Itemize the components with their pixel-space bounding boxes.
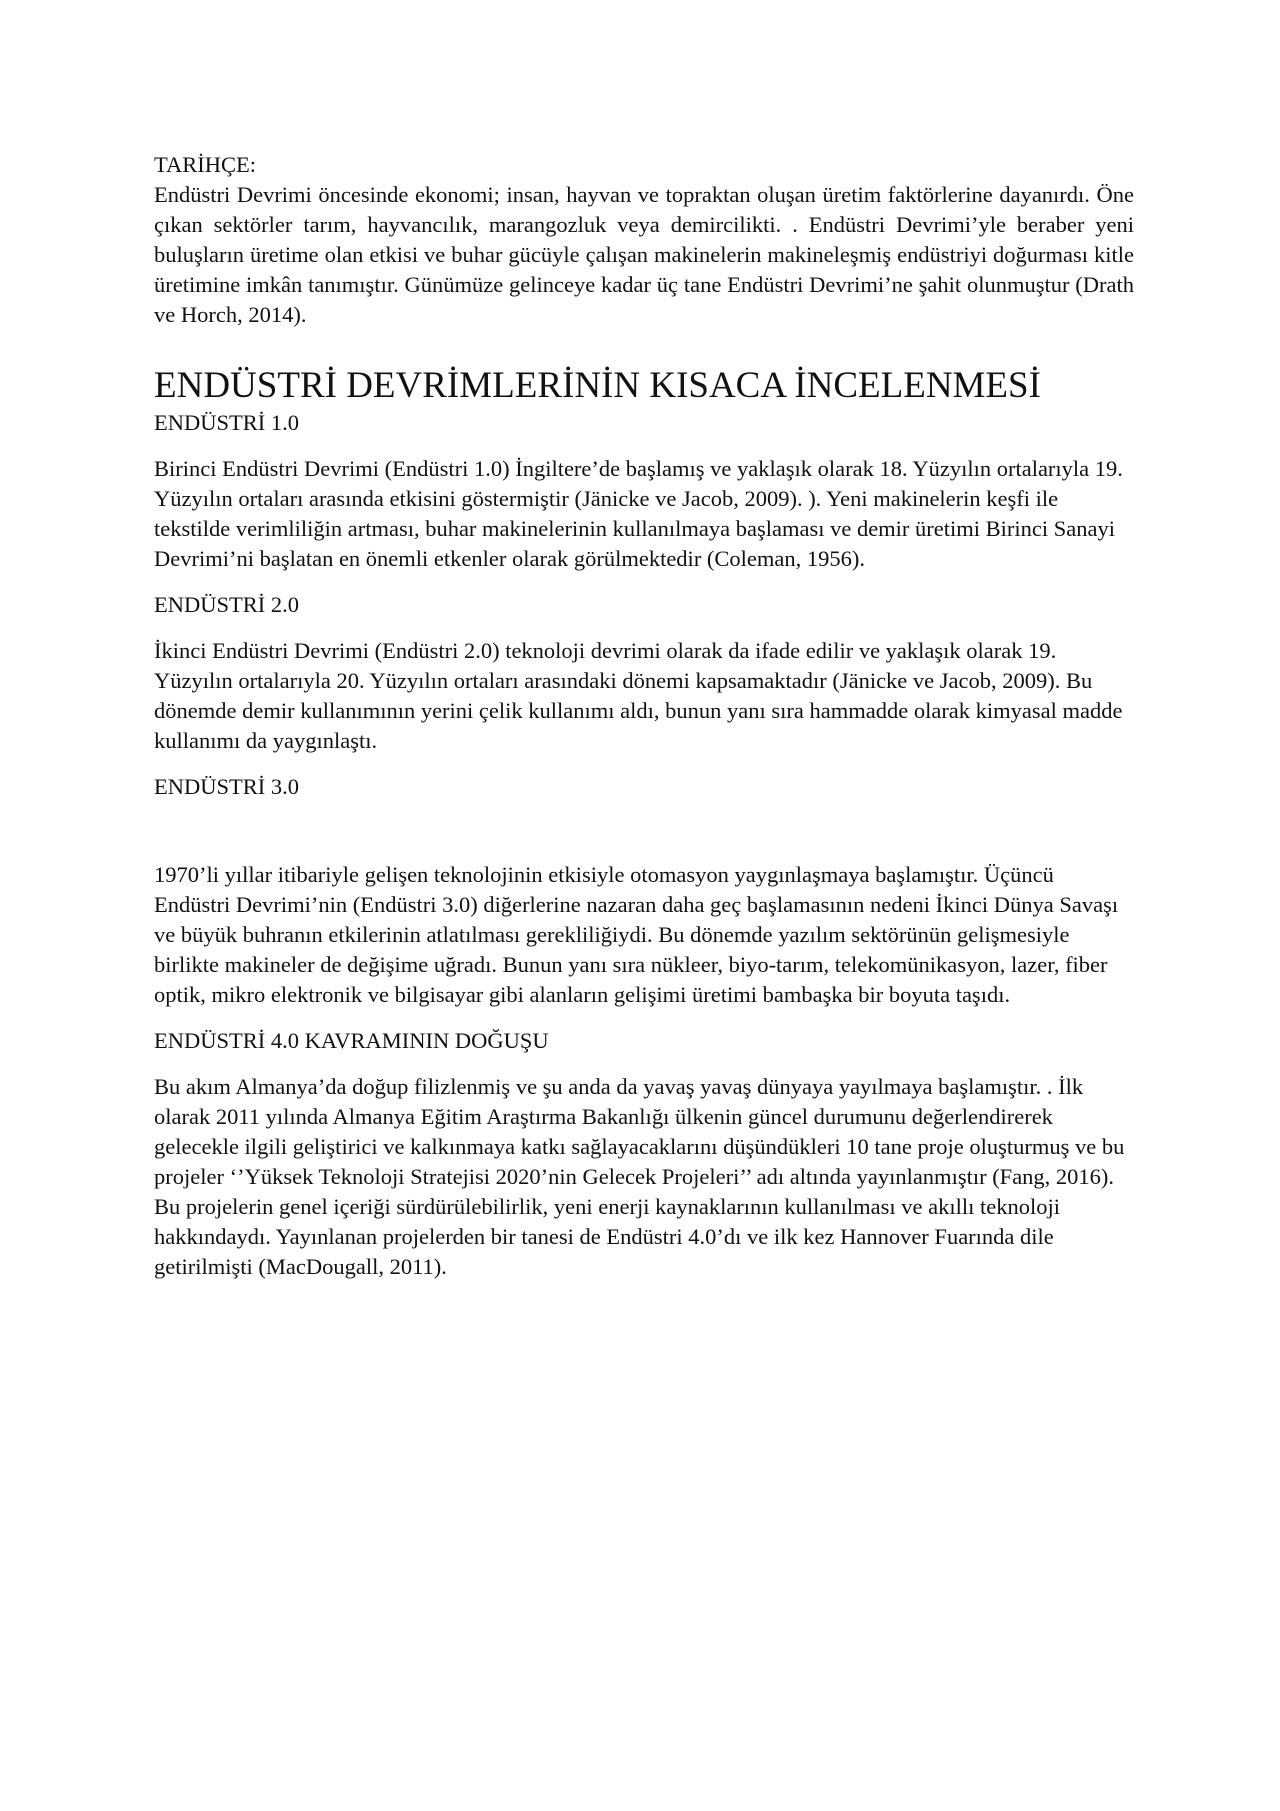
document-page: [154, 150, 1134, 1282]
section-paragraph-endustri-2: İkinci Endüstri Devrimi (Endüstri 2.0) teknoloji devrimi olarak da ifade edilir ve yaklaşık olarak 19. Yüzyılın ortalarıyla 20. Yüzyılın ortaları arasındaki dönemi kapsamaktadır (Jänicke ve Jacob, 2009). Bu dönemde demir kullanımının yerini çelik kullanımı aldı, bunun yanı sıra hammadde olarak kimyasal madde kullanımı da yaygınlaştı.: [154, 638, 1123, 753]
section-heading-endustri-3: ENDÜSTRİ 3.0: [154, 774, 299, 799]
section-paragraph-endustri-1: Birinci Endüstri Devrimi (Endüstri 1.0) İngiltere’de başlamış ve yaklaşık olarak 18. Yüzyılın ortalarıyla 19. Yüzyılın ortaları arasında etkisini göstermiştir (Jänicke ve Jacob, 2009). ). Yeni makinelerin keşfi ile tekstilde verimliliğin artması, buhar makinelerinin kullanılmaya başlaması ve demir üretimi Birinci Sanayi Devrimi’ni başlatan en önemli etkenler olarak görülmektedir (Coleman, 1956).: [154, 456, 1123, 571]
section-heading-endustri-4: ENDÜSTRİ 4.0 KAVRAMININ DOĞUŞU: [154, 1028, 549, 1053]
section-heading-endustri-2: ENDÜSTRİ 2.0: [154, 592, 299, 617]
tarihce-heading: TARİHÇE:: [154, 152, 256, 177]
tarihce-paragraph: Endüstri Devrimi öncesinde ekonomi; insan, hayvan ve topraktan oluşan üretim faktörlerine dayanırdı. Öne çıkan sektörler tarım, hayvancılık, marangozluk veya demircilikti. . Endüstri Devrimi’yle beraber yeni buluşların üretime olan etkisi ve buhar gücüyle çalışan makinelerin makineleşmiş endüstriyi doğurması kitle üretimine imkân tanımıştır. Günümüze gelinceye kadar üç tane Endüstri Devrimi’ne şahit olunmuştur (Drath ve Horch, 2014).: [154, 182, 1134, 327]
section-paragraph-endustri-3: 1970’li yıllar itibariyle gelişen teknolojinin etkisiyle otomasyon yaygınlaşmaya başlamıştır. Üçüncü Endüstri Devrimi’nin (Endüstri 3.0) diğerlerine nazaran daha geç başlamasının nedeni İkinci Dünya Savaşı ve büyük buhranın etkilerinin atlatılması gerekliliğiydi. Bu dönemde yazılım sektörünün gelişmesiyle birlikte makineler de değişime uğradı. Bunun yanı sıra nükleer, biyo-tarım, telekomünikasyon, lazer, fiber optik, mikro elektronik ve bilgisayar gibi alanların gelişimi üretimi bambaşka bir boyuta taşıdı.: [154, 862, 1119, 1007]
section-heading-endustri-1: ENDÜSTRİ 1.0: [154, 410, 299, 435]
section-paragraph-endustri-4: Bu akım Almanya’da doğup filizlenmiş ve şu anda da yavaş yavaş dünyaya yayılmaya başlamıştır. . İlk olarak 2011 yılında Almanya Eğitim Araştırma Bakanlığı ülkenin güncel durumunu değerlendirerek gelecekle ilgili geliştirici ve kalkınmaya katkı sağlayacaklarını düşündükleri 10 tane proje oluşturmuş ve bu projeler ‘’Yüksek Teknoloji Stratejisi 2020’nin Gelecek Projeleri’’ adı altında yayınlanmıştır (Fang, 2016). Bu projelerin genel içeriği sürdürülebilirlik, yeni enerji kaynaklarının kullanılması ve akıllı teknoloji hakkındaydı. Yayınlanan projelerden bir tanesi de Endüstri 4.0’dı ve ilk kez Hannover Fuarında dile getirilmişti (MacDougall, 2011).: [154, 1074, 1125, 1279]
main-heading: ENDÜSTRİ DEVRİMLERİNİN KISACA İNCELENMESİ: [154, 365, 1041, 406]
